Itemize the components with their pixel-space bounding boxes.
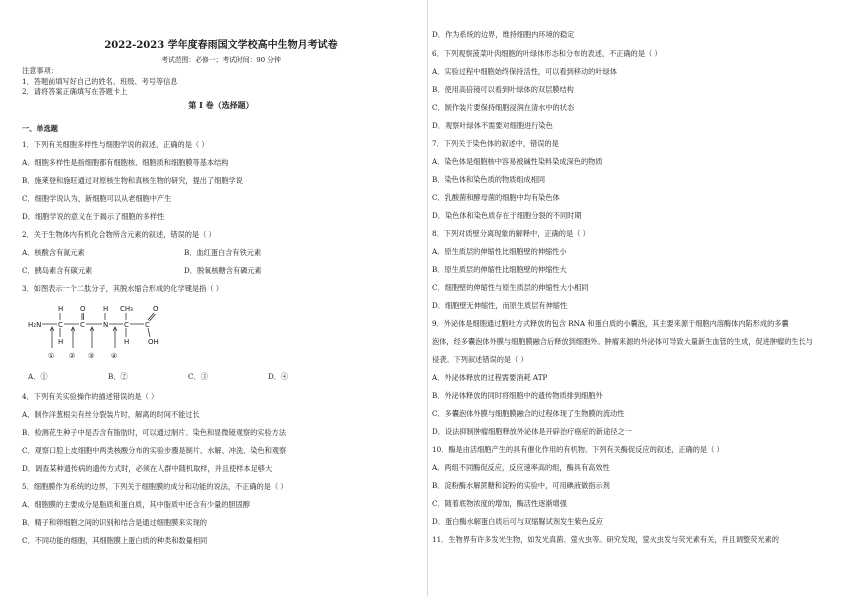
atom-h-top-2: H (103, 305, 109, 313)
exam-title: 2022-2023 学年度春雨国文学校高中生物月考试卷 (104, 40, 338, 51)
dipeptide-structure-figure (28, 304, 178, 362)
q1-stem: 1．下列有关细胞多样性与细胞学说的叙述，正确的是（ ） (22, 140, 209, 149)
q2-stem: 2．关于生物体内有机化合物所含元素的叙述，错误的是（ ） (22, 230, 216, 239)
atom-o-top: O (80, 305, 86, 313)
volume-heading: 第 I 卷（选择题） (188, 100, 254, 110)
q9-option-a: A．外泌体释放的过程需要消耗 ATP (432, 373, 548, 382)
q10-option-c: C．随着底物浓度的增加，酶活性逐渐增强 (432, 499, 567, 508)
marker-3: ③ (88, 352, 95, 360)
q2-option-d: D．脱氧核糖含有磷元素 (184, 266, 262, 275)
exam-subtitle: 考试范围：必修一；考试时间：90 分钟 (161, 56, 281, 64)
q6-option-d: D．观察叶绿体不需要对细胞进行染色 (432, 121, 553, 130)
q10-option-d: D．蛋白酶水解蛋白质后可与双缩脲试剂发生紫色反应 (432, 517, 604, 526)
atom-ch3: CH₃ (120, 305, 133, 313)
q5-option-d: D．作为系统的边界，维持细胞内环境的稳定 (432, 30, 575, 39)
q7-stem: 7．下列关于染色体的叙述中，错误的是 (432, 139, 559, 148)
atom-h2n: H₂N (28, 321, 42, 329)
q4-option-c: C．观察口腔上皮细胞中两类核酸分布的实验步骤是制片、水解、冲洗、染色和观察 (22, 446, 287, 455)
q6-stem: 6．下列观察菠菜叶肉细胞的叶绿体形态和分布的表述，不正确的是（ ） (432, 49, 662, 58)
q3-stem: 3．如图表示一个二肽分子，其脱水缩合形成的化学键是指（ ） (22, 284, 223, 293)
atom-h-top-1: H (58, 305, 64, 313)
q8-stem: 8．下列对质壁分离现象的解释中，正确的是（ ） (432, 229, 590, 238)
q2-option-a: A．核酸含有氮元素 (22, 248, 85, 257)
q6-option-c: C．制作装片要保持细胞浸润在清水中的状态 (432, 103, 575, 112)
marker-2: ② (69, 352, 76, 360)
q9-stem-line-2: 泡体，经多囊泡体外膜与细胞膜融合后释放到细胞外。肿瘤来源的外泌体可导致大量新生血管的生成，促进肿瘤的生长与 (432, 337, 813, 346)
column-divider (427, 0, 428, 596)
q9-option-c: C．多囊泡体外膜与细胞膜融合的过程体现了生物膜的流动性 (432, 409, 625, 418)
q7-option-a: A．染色体是细胞核中容易被碱性染料染成深色的物质 (432, 157, 603, 166)
note-1: 1．答题前填写好自己的姓名、班级、考号等信息 (22, 77, 178, 86)
q5-option-c: C．不同功能的细胞，其细胞膜上蛋白质的种类和数量相同 (22, 536, 208, 545)
q4-option-d: D．调查某种遗传病的遗传方式时，必须在人群中随机取样，并且使样本足够大 (22, 464, 273, 473)
atom-h-bottom-1: H (58, 338, 64, 346)
q2-option-b: B．血红蛋白含有铁元素 (184, 248, 262, 257)
q11-stem: 11．生物界有许多发光生物，如发光真菌、萤火虫等。研究发现，萤火虫发与荧光素有关，并且调整荧光素的 (432, 535, 779, 544)
q5-option-a: A．细胞膜的主要成分是脂质和蛋白质，其中脂质中还含有少量的胆固醇 (22, 500, 251, 509)
q3-option-d: D．④ (268, 372, 289, 381)
atom-oh: OH (148, 338, 159, 346)
q10-option-a: A．两组不同酶促反应，反应速率高的组，酶具有高效性 (432, 463, 610, 472)
atom-c-4: C (145, 321, 150, 329)
section-heading: 一、单选题 (22, 124, 58, 133)
q2-option-c: C．胰岛素含有碳元素 (22, 266, 93, 275)
q9-stem-line-3: 侵袭。下列叙述错误的是（ ） (432, 355, 528, 364)
atom-c-1: C (58, 321, 63, 329)
q8-option-c: C．细胞壁的伸缩性与原生质层的伸缩性大小相同 (432, 283, 589, 292)
q1-option-a: A．细胞多样性是指细胞都有细胞核、细胞质和细胞膜等基本结构 (22, 158, 229, 167)
q10-option-b: B．淀粉酶水解蔗糖和淀粉的实验中，可用碘液做指示剂 (432, 481, 610, 490)
q4-option-b: B．检测花生种子中是否含有脂肪时，可以通过制片、染色和显微镜观察的实验方法 (22, 428, 287, 437)
q3-option-c: C．③ (188, 372, 208, 381)
q8-option-b: B．原生质层的伸缩性比细胞壁的伸缩性大 (432, 265, 567, 274)
atom-n: N (103, 321, 109, 329)
q5-option-b: B．精子和卵细胞之间的识别和结合是通过细胞膜来实现的 (22, 518, 207, 527)
q7-option-d: D．染色体和染色质存在于细胞分裂的不同时期 (432, 211, 582, 220)
q5-stem: 5．细胞膜作为系统的边界，下列关于细胞膜的成分和功能的说法，不正确的是（ ） (22, 482, 288, 491)
q9-option-d: D．设法抑制肿瘤细胞释放外泌体是开辟治疗癌症的新途径之一 (432, 427, 632, 436)
q4-option-a: A．制作洋葱根尖有丝分裂装片时，解离的时间不能过长 (22, 410, 200, 419)
atom-h-bottom-2: H (124, 338, 130, 346)
q10-stem: 10．酶是由活细胞产生的具有催化作用的有机物。下列有关酶促反应的叙述，正确的是（ ） (432, 445, 724, 454)
q3-option-a: A．① (28, 372, 48, 381)
q1-option-b: B．施莱登和施旺通过对原核生物和真核生物的研究，提出了细胞学说 (22, 176, 243, 185)
marker-4: ④ (111, 352, 118, 360)
q8-option-a: A．原生质层的伸缩性比细胞壁的伸缩性小 (432, 247, 567, 256)
q9-option-b: B．外泌体释放的同时将细胞中的遗传物质排到细胞外 (432, 391, 603, 400)
atom-c-3: C (124, 321, 129, 329)
marker-1: ① (48, 352, 55, 360)
atom-o-right: O (153, 305, 159, 313)
q1-option-d: D．细胞学说的意义在于揭示了细胞的多样性 (22, 212, 165, 221)
q4-stem: 4．下列有关实验操作的描述错误的是（ ） (22, 392, 159, 401)
q3-option-b: B．② (108, 372, 128, 381)
q7-option-b: B．染色体和染色质的物质组成相同 (432, 175, 546, 184)
q9-stem-line-1: 9．外泌体是细胞通过胞吐方式释放的包含 RNA 和蛋白质的小囊泡，其主要来源于细胞内溶酶体内陷形成的多囊 (432, 319, 789, 328)
q8-option-d: D．细胞壁无伸缩性，而原生质层有伸缩性 (432, 301, 568, 310)
notes-title: 注意事项： (22, 66, 58, 75)
atom-c-2: C (80, 321, 85, 329)
q1-option-c: C．细胞学说认为，新细胞可以从老细胞中产生 (22, 194, 172, 203)
q7-option-c: C．乳酸菌和酵母菌的细胞中均有染色体 (432, 193, 560, 202)
q6-option-a: A．实验过程中细胞始终保持活性，可以看到移动的叶绿体 (432, 67, 617, 76)
q6-option-b: B．使用高倍镜可以看到叶绿体的双层膜结构 (432, 85, 574, 94)
note-2: 2．请将答案正确填写在答题卡上 (22, 87, 128, 96)
